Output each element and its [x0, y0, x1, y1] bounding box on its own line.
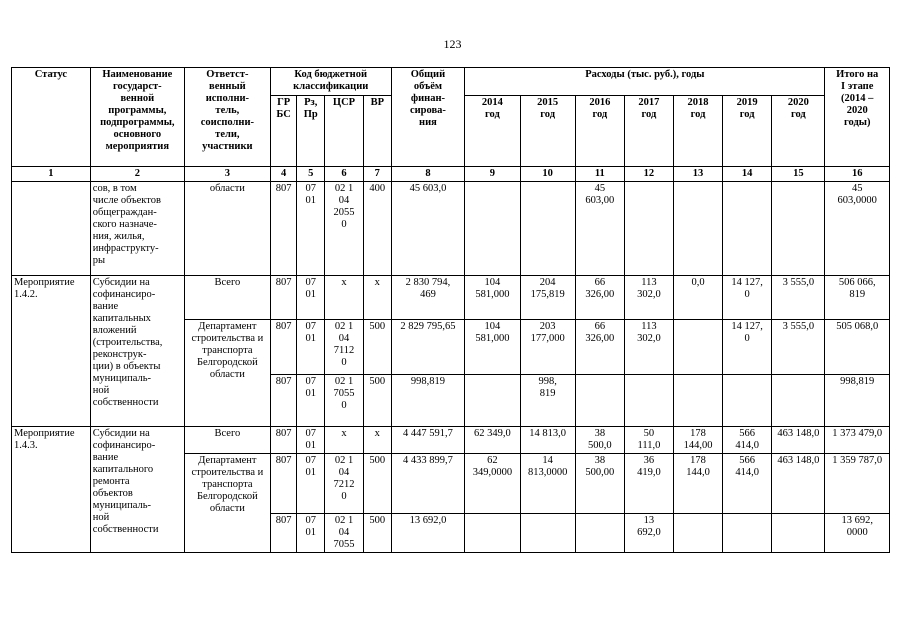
- name-cell: Субсидии на софинансиро- вание капитального ремонта объектов муниципаль- ной собственности: [90, 427, 184, 553]
- year-cell: [520, 182, 575, 276]
- year-cell: 66 326,00: [575, 320, 624, 375]
- header-year: 2018 год: [673, 96, 722, 167]
- header-vr: ВР: [363, 96, 391, 167]
- total-cell: 45 603,0: [391, 182, 465, 276]
- stage-total-cell: 1 373 479,0: [825, 427, 890, 454]
- grbs-cell: 807: [270, 320, 297, 375]
- header-budget-code: Код бюджетной классификации: [270, 68, 391, 96]
- year-cell: 113 302,0: [624, 320, 673, 375]
- year-cell: [465, 514, 520, 553]
- grbs-cell: 807: [270, 182, 297, 276]
- table-row: [12, 427, 890, 454]
- column-number: 8: [391, 167, 465, 182]
- year-cell: 3 555,0: [772, 276, 825, 320]
- grbs-cell: 807: [270, 427, 297, 454]
- total-cell: 2 830 794, 469: [391, 276, 465, 320]
- year-cell: [772, 514, 825, 553]
- page-number: 123: [443, 37, 462, 51]
- csr-cell: 02 1 04 7055: [325, 514, 364, 553]
- year-cell: 566 414,0: [723, 454, 772, 514]
- grbs-cell: 807: [270, 375, 297, 427]
- rzpr-cell: 07 01: [297, 320, 325, 375]
- year-cell: 0,0: [673, 276, 722, 320]
- year-cell: [624, 182, 673, 276]
- column-number: 3: [184, 167, 270, 182]
- year-cell: 3 555,0: [772, 320, 825, 375]
- header-grbs: ГР БС: [270, 96, 297, 167]
- header-year: 2020 год: [772, 96, 825, 167]
- column-number: 7: [363, 167, 391, 182]
- column-number: 5: [297, 167, 325, 182]
- year-cell: 104 581,000: [465, 276, 520, 320]
- rzpr-cell: 07 01: [297, 427, 325, 454]
- status-cell: [12, 182, 91, 276]
- year-cell: [575, 514, 624, 553]
- stage-total-cell: 45 603,0000: [825, 182, 890, 276]
- table-row: [12, 182, 890, 276]
- header-status: Статус: [12, 68, 91, 167]
- year-cell: 178 144,0: [673, 454, 722, 514]
- stage-total-cell: 1 359 787,0: [825, 454, 890, 514]
- responsible-cell: Департамент строительства и транспорта Белгородской области: [184, 454, 270, 553]
- stage-total-cell: 505 068,0: [825, 320, 890, 375]
- year-cell: [723, 514, 772, 553]
- header-responsible: Ответст- венный исполни- тель, соисполни- тели, участники: [184, 68, 270, 167]
- year-cell: [465, 182, 520, 276]
- year-cell: 45 603,00: [575, 182, 624, 276]
- column-number: 2: [90, 167, 184, 182]
- name-cell: Субсидии на софинансиро- вание капитальных вложений (строительства, реконструк- ции) в объекты муниципаль- ной собственности: [90, 276, 184, 427]
- year-cell: [772, 375, 825, 427]
- vr-cell: х: [363, 276, 391, 320]
- column-number: 9: [465, 167, 520, 182]
- column-number: 4: [270, 167, 297, 182]
- header-rzpr: Рз, Пр: [297, 96, 325, 167]
- year-cell: 13 692,0: [624, 514, 673, 553]
- vr-cell: 500: [363, 320, 391, 375]
- column-number: 15: [772, 167, 825, 182]
- year-cell: 113 302,0: [624, 276, 673, 320]
- rzpr-cell: 07 01: [297, 454, 325, 514]
- year-cell: 463 148,0: [772, 427, 825, 454]
- name-cell: сов, в том числе объектов общеграждан- ского назначе- ния, жилья, инфраструкту- ры: [90, 182, 184, 276]
- year-cell: 36 419,0: [624, 454, 673, 514]
- year-cell: 998, 819: [520, 375, 575, 427]
- grbs-cell: 807: [270, 276, 297, 320]
- vr-cell: 500: [363, 454, 391, 514]
- grbs-cell: 807: [270, 514, 297, 553]
- year-cell: 66 326,00: [575, 276, 624, 320]
- year-cell: 38 500,00: [575, 454, 624, 514]
- year-cell: [723, 182, 772, 276]
- responsible-cell: Всего: [184, 427, 270, 454]
- rzpr-cell: 07 01: [297, 514, 325, 553]
- year-cell: [465, 375, 520, 427]
- year-cell: 104 581,000: [465, 320, 520, 375]
- year-cell: 463 148,0: [772, 454, 825, 514]
- column-number: 1: [12, 167, 91, 182]
- column-number: 14: [723, 167, 772, 182]
- vr-cell: 500: [363, 375, 391, 427]
- csr-cell: х: [325, 276, 364, 320]
- header-year: 2017 год: [624, 96, 673, 167]
- year-cell: [673, 514, 722, 553]
- budget-table: [11, 67, 890, 553]
- vr-cell: 400: [363, 182, 391, 276]
- year-cell: 14 813,0: [520, 427, 575, 454]
- rzpr-cell: 07 01: [297, 276, 325, 320]
- header-row-1: [12, 68, 890, 96]
- csr-cell: 02 1 04 2055 0: [325, 182, 364, 276]
- csr-cell: 02 1 7055 0: [325, 375, 364, 427]
- year-cell: 178 144,00: [673, 427, 722, 454]
- csr-cell: 02 1 04 7212 0: [325, 454, 364, 514]
- stage-total-cell: 506 066, 819: [825, 276, 890, 320]
- year-cell: [673, 182, 722, 276]
- year-cell: [520, 514, 575, 553]
- column-number: 10: [520, 167, 575, 182]
- header-stage-total: Итого на I этапе (2014 – 2020 годы): [825, 68, 890, 167]
- column-number: 12: [624, 167, 673, 182]
- year-cell: [575, 375, 624, 427]
- vr-cell: х: [363, 427, 391, 454]
- year-cell: [772, 182, 825, 276]
- year-cell: [673, 320, 722, 375]
- header-year: 2014 год: [465, 96, 520, 167]
- stage-total-cell: 998,819: [825, 375, 890, 427]
- csr-cell: х: [325, 427, 364, 454]
- year-cell: 38 500,0: [575, 427, 624, 454]
- column-number-row: [12, 167, 890, 182]
- year-cell: 14 813,0000: [520, 454, 575, 514]
- year-cell: [723, 375, 772, 427]
- header-csr: ЦСР: [325, 96, 364, 167]
- column-number: 6: [325, 167, 364, 182]
- table-row: [12, 276, 890, 320]
- year-cell: [673, 375, 722, 427]
- stage-total-cell: 13 692, 0000: [825, 514, 890, 553]
- header-expenses: Расходы (тыс. руб.), годы: [465, 68, 825, 96]
- status-cell: Мероприятие 1.4.3.: [12, 427, 91, 553]
- year-cell: 50 111,0: [624, 427, 673, 454]
- total-cell: 13 692,0: [391, 514, 465, 553]
- responsible-cell: Всего: [184, 276, 270, 320]
- header-name: Наименование государст- венной программы, подпрограммы, основного мероприятия: [90, 68, 184, 167]
- year-cell: 203 177,000: [520, 320, 575, 375]
- year-cell: 62 349,0000: [465, 454, 520, 514]
- year-cell: [624, 375, 673, 427]
- total-cell: 2 829 795,65: [391, 320, 465, 375]
- grbs-cell: 807: [270, 454, 297, 514]
- responsible-cell: Департамент строительства и транспорта Белгородской области: [184, 320, 270, 427]
- year-cell: 204 175,819: [520, 276, 575, 320]
- header-year: 2019 год: [723, 96, 772, 167]
- vr-cell: 500: [363, 514, 391, 553]
- total-cell: 4 433 899,7: [391, 454, 465, 514]
- rzpr-cell: 07 01: [297, 182, 325, 276]
- total-cell: 998,819: [391, 375, 465, 427]
- column-number: 16: [825, 167, 890, 182]
- responsible-cell: области: [184, 182, 270, 276]
- column-number: 13: [673, 167, 722, 182]
- year-cell: 566 414,0: [723, 427, 772, 454]
- header-year: 2015 год: [520, 96, 575, 167]
- rzpr-cell: 07 01: [297, 375, 325, 427]
- year-cell: 14 127, 0: [723, 320, 772, 375]
- header-total: Общий объём финан- сирова- ния: [391, 68, 465, 167]
- csr-cell: 02 1 04 7112 0: [325, 320, 364, 375]
- year-cell: 62 349,0: [465, 427, 520, 454]
- year-cell: 14 127, 0: [723, 276, 772, 320]
- header-year: 2016 год: [575, 96, 624, 167]
- column-number: 11: [575, 167, 624, 182]
- status-cell: Мероприятие 1.4.2.: [12, 276, 91, 427]
- total-cell: 4 447 591,7: [391, 427, 465, 454]
